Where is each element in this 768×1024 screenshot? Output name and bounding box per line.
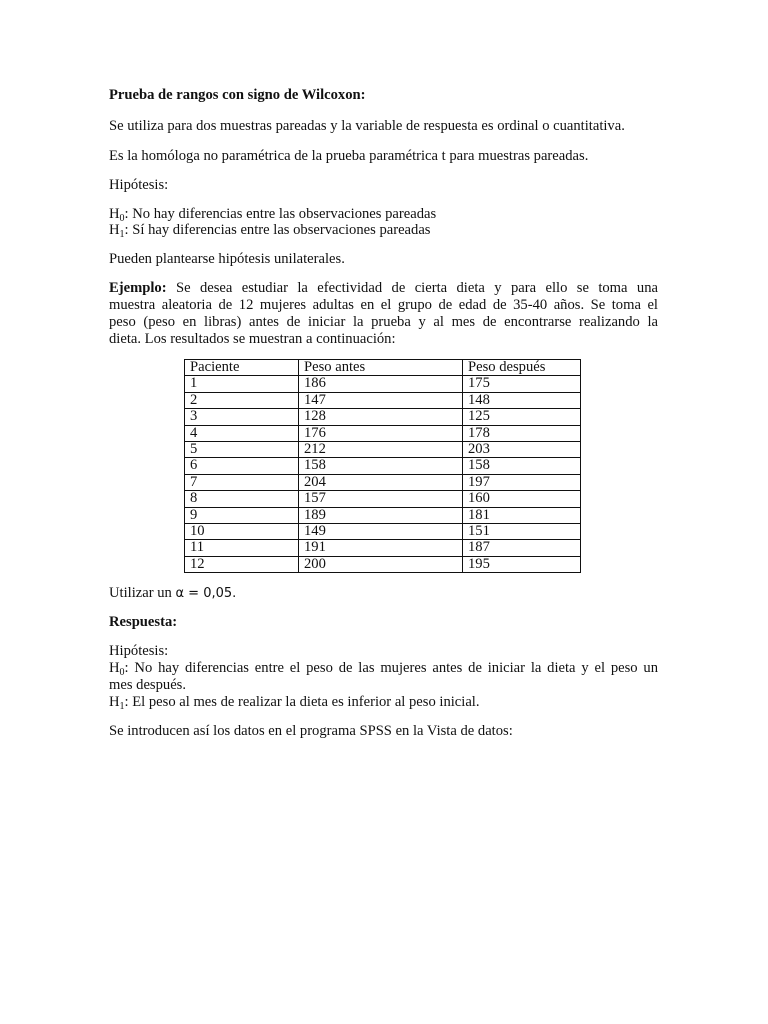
header-paciente: Paciente (185, 360, 299, 376)
alpha-line: Utilizar un α = 0,05. (109, 585, 237, 601)
resp-h1-line: $H_1$: El peso al mes de realizar la dieta es inferior al peso inicial. (109, 694, 480, 712)
table-row (185, 425, 581, 441)
hipotesis-label: Hipótesis: (109, 177, 169, 193)
h1-line: $H_1$: Sí hay diferencias entre las observaciones pareadas (109, 222, 431, 240)
table-header-row (185, 360, 581, 376)
table-row (185, 409, 581, 425)
intro-paragraph-2: Es la homóloga no paramétrica de la prueba paramétrica t para muestras pareadas. (109, 148, 589, 164)
table-cell: 12 (185, 556, 299, 572)
table-cell: 147 (299, 392, 463, 408)
table-row (185, 376, 581, 392)
table-cell: 9 (185, 507, 299, 523)
resp-h0-line: $H_0$: No hay diferencias entre el peso de las mujeres antes de iniciar la dieta y el peso un (109, 660, 658, 678)
table-cell: 10 (185, 524, 299, 540)
unilateral-note: Pueden plantearse hipótesis unilaterales. (109, 251, 345, 267)
example-line-1: Ejemplo: Se desea estudiar la efectividad de cierta dieta y para ello se toma una (109, 280, 658, 296)
table-cell: 197 (463, 474, 581, 490)
table-cell: 1 (185, 376, 299, 392)
example-line-2: muestra aleatoria de 12 mujeres adultas en el grupo de edad de 35-40 años. Se toma el (109, 297, 658, 313)
table-cell: 3 (185, 409, 299, 425)
table-cell: 157 (299, 491, 463, 507)
table-row (185, 474, 581, 490)
table-cell: 5 (185, 442, 299, 458)
table-cell: 195 (463, 556, 581, 572)
respuesta-label: Respuesta: (109, 614, 178, 630)
weight-table (184, 359, 581, 573)
example-line-4: dieta. Los resultados se muestran a continuación: (109, 331, 396, 347)
resp-hipotesis-label: Hipótesis: (109, 643, 169, 659)
table-row (185, 507, 581, 523)
table-cell: 125 (463, 409, 581, 425)
table-cell: 200 (299, 556, 463, 572)
table-cell: 204 (299, 474, 463, 490)
spss-line: Se introducen así los datos en el programa SPSS en la Vista de datos: (109, 723, 513, 739)
table-cell: 2 (185, 392, 299, 408)
table-row (185, 491, 581, 507)
table-row (185, 540, 581, 556)
resp-h0-cont: mes después. (109, 677, 187, 693)
table-cell: 187 (463, 540, 581, 556)
table-cell: 160 (463, 491, 581, 507)
table-cell: 149 (299, 524, 463, 540)
table-cell: 6 (185, 458, 299, 474)
table-cell: 7 (185, 474, 299, 490)
table-row (185, 392, 581, 408)
table-cell: 175 (463, 376, 581, 392)
header-peso-antes: Peso antes (299, 360, 463, 376)
h0-line: $H_0$: No hay diferencias entre las observaciones pareadas (109, 206, 437, 224)
table-cell: 4 (185, 425, 299, 441)
intro-paragraph-1: Se utiliza para dos muestras pareadas y la variable de respuesta es ordinal o cuantitativa. (109, 118, 625, 134)
table-cell: 178 (463, 425, 581, 441)
table-cell: 181 (463, 507, 581, 523)
table-cell: 158 (299, 458, 463, 474)
table-cell: 212 (299, 442, 463, 458)
table-row (185, 524, 581, 540)
table-cell: 191 (299, 540, 463, 556)
table-row (185, 458, 581, 474)
table-cell: 158 (463, 458, 581, 474)
table-row (185, 556, 581, 572)
table-cell: 8 (185, 491, 299, 507)
table-row (185, 442, 581, 458)
table-cell: 148 (463, 392, 581, 408)
table-cell: 176 (299, 425, 463, 441)
table-cell: 203 (463, 442, 581, 458)
example-line-3: peso (peso en libras) antes de iniciar la prueba y al mes de encontrarse realizando la (109, 314, 658, 330)
table-cell: 189 (299, 507, 463, 523)
table-cell: 151 (463, 524, 581, 540)
header-peso-despues: Peso después (463, 360, 581, 376)
alpha-formula: α = 0,05. (175, 586, 237, 601)
table-cell: 128 (299, 409, 463, 425)
table-cell: 186 (299, 376, 463, 392)
title: Prueba de rangos con signo de Wilcoxon: (109, 87, 366, 103)
table-cell: 11 (185, 540, 299, 556)
